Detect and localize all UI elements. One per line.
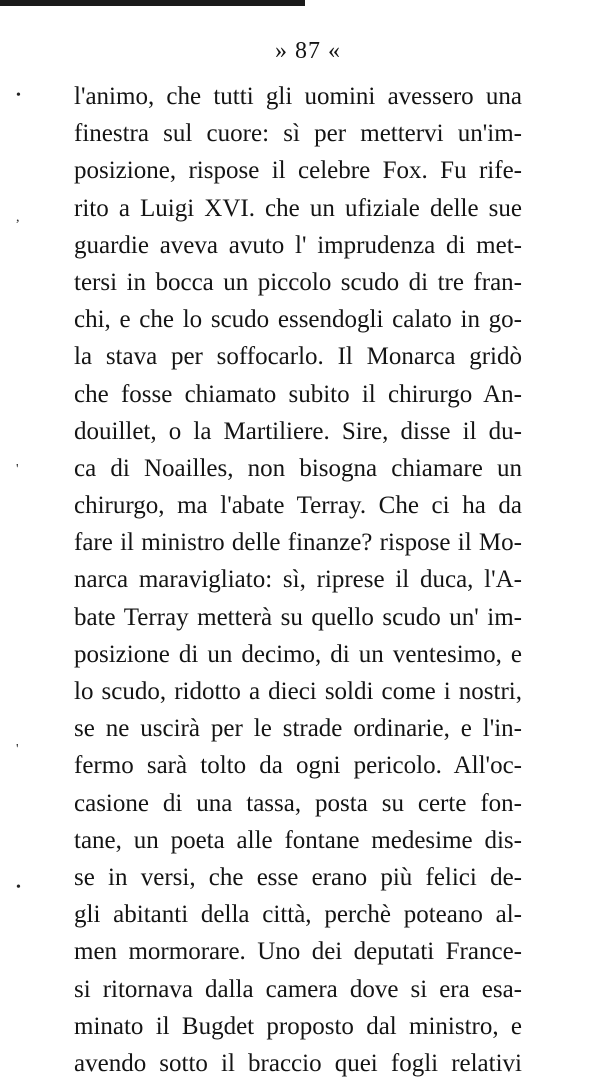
- body-text: [74, 78, 522, 1082]
- text-line: tane, un poeta alle fontane medesime dis-: [74, 826, 522, 854]
- text-line: l'animo, che tutti gli uomini avessero una: [74, 83, 522, 110]
- text-line: narca maravigliato: sì, riprese il duca, l'A-: [74, 566, 522, 594]
- text-line: chi, e che lo scudo essendogli calato in go-: [74, 306, 522, 334]
- text-line: finestra sul cuore: sì per mettervi un'im-: [74, 120, 522, 148]
- text-line: lo scudo, ridotto a dieci soldi come i nostri,: [74, 678, 522, 705]
- text-line: fare il ministro delle finanze? rispose il Mo-: [74, 529, 522, 557]
- text-line: se ne uscirà per le strade ordinarie, e l'in-: [74, 715, 522, 743]
- margin-mark: •: [16, 880, 21, 895]
- top-edge-rule: [0, 0, 305, 6]
- text-line: che fosse chiamato subito il chirurgo An-: [74, 380, 522, 408]
- margin-mark: •: [16, 88, 21, 103]
- text-line: ca di Noailles, non bisogna chiamare un: [74, 454, 522, 482]
- text-line: gli abitanti della città, perchè poteano al-: [74, 901, 522, 929]
- text-line: se in versi, che esse erano più felici de-: [74, 863, 522, 891]
- margin-mark: ': [16, 462, 19, 477]
- text-line: posizione di un decimo, di un ventesimo, e: [74, 640, 522, 668]
- text-line: douillet, o la Martiliere. Sire, disse il du-: [74, 417, 522, 445]
- text-line: chirurgo, ma l'abate Terray. Che ci ha da: [74, 492, 522, 520]
- text-line: men mormorare. Uno dei deputati France-: [74, 938, 522, 966]
- text-line: avendo sotto il braccio quei fogli relativi: [74, 1049, 522, 1077]
- text-line: fermo sarà tolto da ogni pericolo. All'oc-: [74, 752, 522, 780]
- text-line: la stava per soffocarlo. Il Monarca gridò: [74, 343, 522, 371]
- text-line: posizione, rispose il celebre Fox. Fu rife-: [74, 157, 522, 185]
- text-line: tersi in bocca un piccolo scudo di tre fran-: [74, 268, 522, 296]
- margin-mark: ': [16, 742, 19, 757]
- text-line: guardie aveva avuto l' imprudenza di met-: [74, 231, 522, 259]
- text-line: rito a Luigi XVI. che un ufiziale delle sue: [74, 194, 522, 222]
- page-number: » 87 «: [275, 38, 341, 64]
- margin-mark: ,: [16, 210, 20, 225]
- text-line: si ritornava dalla camera dove si era esa-: [74, 975, 522, 1003]
- text-line: casione di una tassa, posta su certe fon-: [74, 789, 522, 817]
- text-line: bate Terray metterà su quello scudo un' im-: [74, 603, 522, 631]
- text-line: minato il Bugdet proposto dal ministro, e: [74, 1012, 522, 1040]
